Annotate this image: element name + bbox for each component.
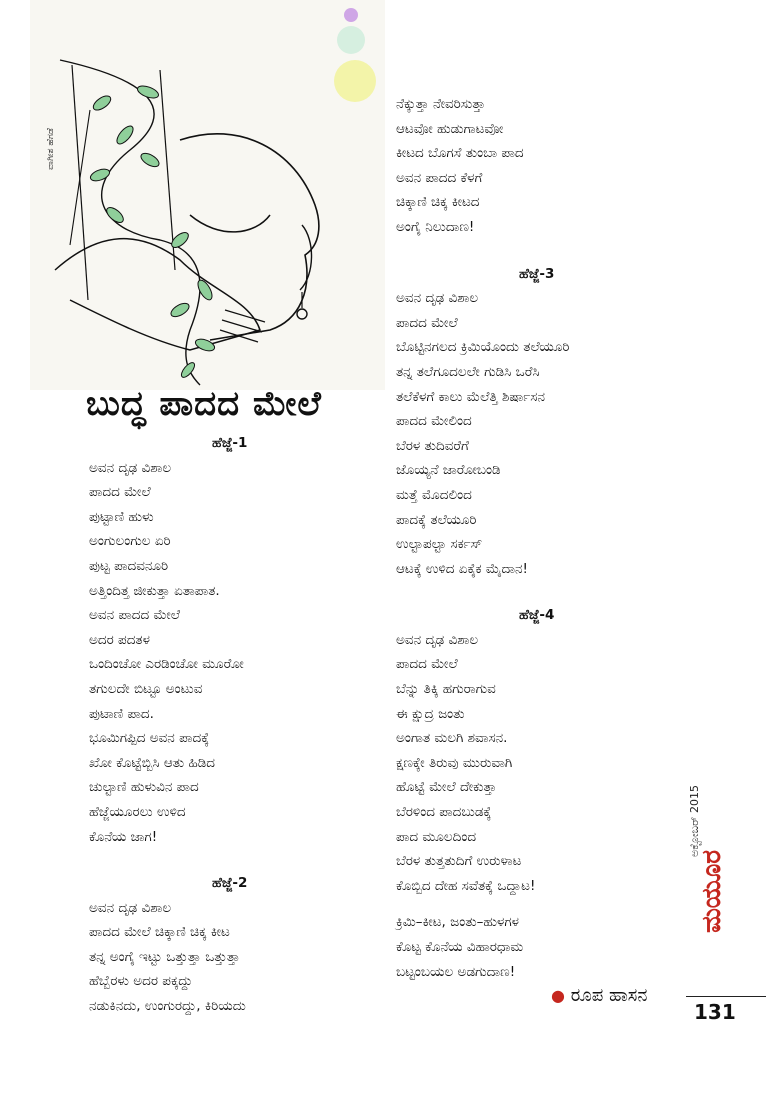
- poem-line: ಬೆರಳ ತುದಿವರೆಗೆ: [396, 437, 469, 454]
- poem-line: ಆಟಕ್ಕೆ ಉಳಿದ ಏಕೈಕ ಮೈದಾನ!: [396, 560, 528, 577]
- poem-line: ಅವನ ದೃಢ ವಿಶಾಲ: [396, 290, 479, 307]
- stanza-heading: ಹೆಜ್ಜೆ-3: [519, 265, 555, 282]
- poem-line: ಈ ಕ್ಷುದ್ರ ಜಂತು: [396, 705, 465, 722]
- poem-line: ಪಾದ ಮೂಲದಿಂದ: [396, 828, 477, 845]
- poem-line: ಪಾದದ ಮೇಲಿಂದ: [396, 413, 472, 430]
- poem-line: ಬೆರಳ ತುತ್ತತುದಿಗೆ ಉರುಳಾಟ: [396, 853, 522, 870]
- poem-line: ಆಟವೋ ಹುಡುಗಾಟವೋ: [396, 120, 504, 137]
- illustrator-credit: ವಾಗೀಶ ಹೆಗಡೆ: [46, 128, 56, 170]
- poem-line: ಚಿಕ್ಕಾಣಿ ಚಿಕ್ಕ ಕೀಟದ: [396, 194, 480, 211]
- poem-line: ಅಂಗುಲಂಗುಲ ಏರಿ: [89, 533, 171, 550]
- poem-line: ಅವನ ದೃಢ ವಿಶಾಲ: [396, 631, 479, 648]
- stanza-gap: [396, 581, 666, 603]
- poem-line: ತನ್ನ ತಲೆಗೂದಲಲೇ ಗುಡಿಸಿ ಒರೆಸಿ: [396, 363, 540, 380]
- poem-line: ಒಂದಿಂಚೋ ಎರಡಿಂಚೋ ಮೂರೋ: [89, 656, 244, 673]
- poem-line: ಕೊನೆಯ ಜಾಗ!: [89, 828, 158, 845]
- poem-line: ತಲೆಕೆಳಗೆ ಕಾಲು ಮೆಲೆತ್ತಿ ಶಿರ್ಷಾಸನ: [396, 388, 545, 405]
- poem-column-right: [396, 92, 666, 984]
- poem-line: ತಗುಲದೇ ಬಿಟ್ಟೂ ಅಂಟುವ: [89, 680, 203, 697]
- poem-column-left: [89, 431, 379, 1019]
- decorative-dot-yellow: [334, 60, 376, 102]
- poem-line: ಪುಟ್ಟಾಣಿ ಹುಳು: [89, 508, 154, 525]
- poem-line: ನೆಕ್ಕುತ್ತಾ ನೇವರಿಸುತ್ತಾ: [396, 96, 486, 112]
- poem-line: ಪಾದದ ಮೇಲೆ: [89, 484, 151, 501]
- poem-line: ಕ್ರಿಮಿ–ಕೀಟ, ಜಂತು–ಹುಳಗಳ: [396, 914, 520, 931]
- poem-line: ಬೊಟ್ಟಿನಗಲದ ಕ್ರಿಮಿಯೊಂದು ತಲೆಯೂರಿ: [396, 339, 570, 356]
- poem-line: ಕೊಟ್ಟ ಕೊನೆಯ ವಿಹಾರಧಾಮ: [396, 939, 524, 955]
- poem-line: ಬೆರಳಿಂದ ಪಾದಬುಡಕ್ಕೆ: [396, 804, 492, 821]
- magazine-masthead: [697, 850, 727, 985]
- poem-line: ಬಟ್ಟಂಬಯಲ ಅಡಗುದಾಣ!: [396, 963, 516, 980]
- poem-line: ಪಾದಕ್ಕೆ ತಲೆಯೂರಿ: [396, 511, 477, 528]
- poem-line: ಕ್ಷಣಕ್ಕೇ ತಿರುವು ಮುರುವಾಗಿ: [396, 754, 513, 771]
- magazine-name: ಮಯೂರ: [697, 850, 727, 933]
- poem-line: ನಡುಕಿನದು, ಉಂಗುರದ್ದು, ಕಿರಿಯದು: [89, 998, 246, 1015]
- author-byline: [551, 985, 647, 1006]
- poem-line: ಮತ್ತೆ ಮೊದಲಿಂದ: [396, 486, 472, 503]
- poem-line: ಅಂಗೈ ನಿಲುದಾಣ!: [396, 218, 475, 235]
- stanza-gap: [89, 849, 379, 871]
- poem-line: ಅವನ ಪಾದದ ಮೇಲೆ: [89, 607, 181, 624]
- poem-line: ಜೊಯ್ಯನೆ ಜಾರೋಬಂಡಿ: [396, 462, 501, 479]
- poem-line: ಪಾದದ ಮೇಲೆ ಚಿಕ್ಕಾಣಿ ಚಿಕ್ಕ ಕೀಟ: [89, 924, 230, 941]
- poem-line: ಚುಲ್ಟಾಣಿ ಹುಳುವಿನ ಪಾದ: [89, 779, 199, 796]
- stanza-heading: ಹೆಜ್ಜೆ-1: [212, 435, 248, 451]
- stanza-heading: ಹೆಜ್ಜೆ-4: [519, 607, 555, 624]
- bullet-icon: ●: [551, 986, 565, 1005]
- stanza-heading: ಹೆಜ್ಜೆ-2: [212, 875, 248, 892]
- stanza-gap: [396, 898, 666, 910]
- poem-line: ಪುಟ್ಟ ಪಾದವನೂರಿ: [89, 557, 169, 574]
- poem-line: ಕೀಟದ ಬೊಗಸೆ ತುಂಬಾ ಪಾದ: [396, 145, 524, 162]
- poem-line: ಉಲ್ಟಾಪಲ್ಟಾ ಸರ್ಕಸ್: [396, 536, 483, 553]
- poem-line: ಹೆಜ್ಜೆಯೂರಲು ಉಳಿದ: [89, 803, 186, 820]
- poem-line: ತನ್ನ ಅಂಗೈ ಇಟ್ಟು ಒತ್ತುತ್ತಾ ಒತ್ತುತ್ತಾ: [89, 948, 240, 965]
- poem-line: ಅದರ ಪದತಳ: [89, 631, 150, 648]
- poem-line: ಪುಟಾಣಿ ಪಾದ.: [89, 705, 154, 722]
- poem-line: ಪಾದದ ಮೇಲೆ: [396, 314, 458, 331]
- poem-line: ಅವನ ದೃಢ ವಿಶಾಲ: [89, 459, 172, 476]
- poem-line: ಬೆನ್ನು ತಿಕ್ಕಿ ಹಗುರಾಗುವ: [396, 681, 496, 698]
- poem-line: ಭೂಮಿಗಪ್ಪಿದ ಅವನ ಪಾದಕ್ಕೆ: [89, 730, 210, 747]
- decorative-dot-purple: [344, 8, 358, 22]
- page-number: 131: [694, 1000, 736, 1024]
- author-name: ರೂಪ ಹಾಸನ: [570, 985, 648, 1006]
- decorative-dot-mint: [337, 26, 365, 54]
- poem-title: ಬುದ್ಧ ಪಾದದ ಮೇಲೆ: [86, 384, 322, 424]
- poem-line: ಅತ್ತಿಂದಿತ್ತ ಜೀಕುತ್ತಾ ಏತಾಪಾತ.: [89, 582, 220, 599]
- poem-line: ಹೊಟ್ಟೆ ಮೇಲೆ ದೇಕುತ್ತಾ: [396, 779, 497, 796]
- poem-line: ಖೋ ಕೊಟ್ಟೆಬ್ಬಿಸಿ ಆತು ಹಿಡಿದ: [89, 754, 215, 771]
- issue-date: ಅಕ್ಟೋಬರ್ 2015: [688, 785, 701, 857]
- line-drawing: [30, 0, 385, 390]
- poem-illustration: [30, 0, 385, 390]
- stanza-gap: [396, 240, 666, 262]
- poem-line: ಪಾದದ ಮೇಲೆ: [396, 656, 458, 673]
- footer-rule: [686, 996, 766, 997]
- poem-line: ಹೆಬ್ಬೆರಳು ಅದರ ಪಕ್ಕದ್ದು: [89, 973, 193, 990]
- poem-line: ಕೊಬ್ಬಿದ ದೇಹ ಸವೆತಕ್ಕೆ ಒದ್ದಾಟ!: [396, 877, 536, 894]
- poem-line: ಅವನ ಪಾದದ ಕೆಳಗೆ: [396, 169, 483, 186]
- poem-line: ಅವನ ದೃಢ ವಿಶಾಲ: [89, 899, 172, 916]
- poem-line: ಅಂಗಾತ ಮಲಗಿ ಶವಾಸನ.: [396, 730, 508, 747]
